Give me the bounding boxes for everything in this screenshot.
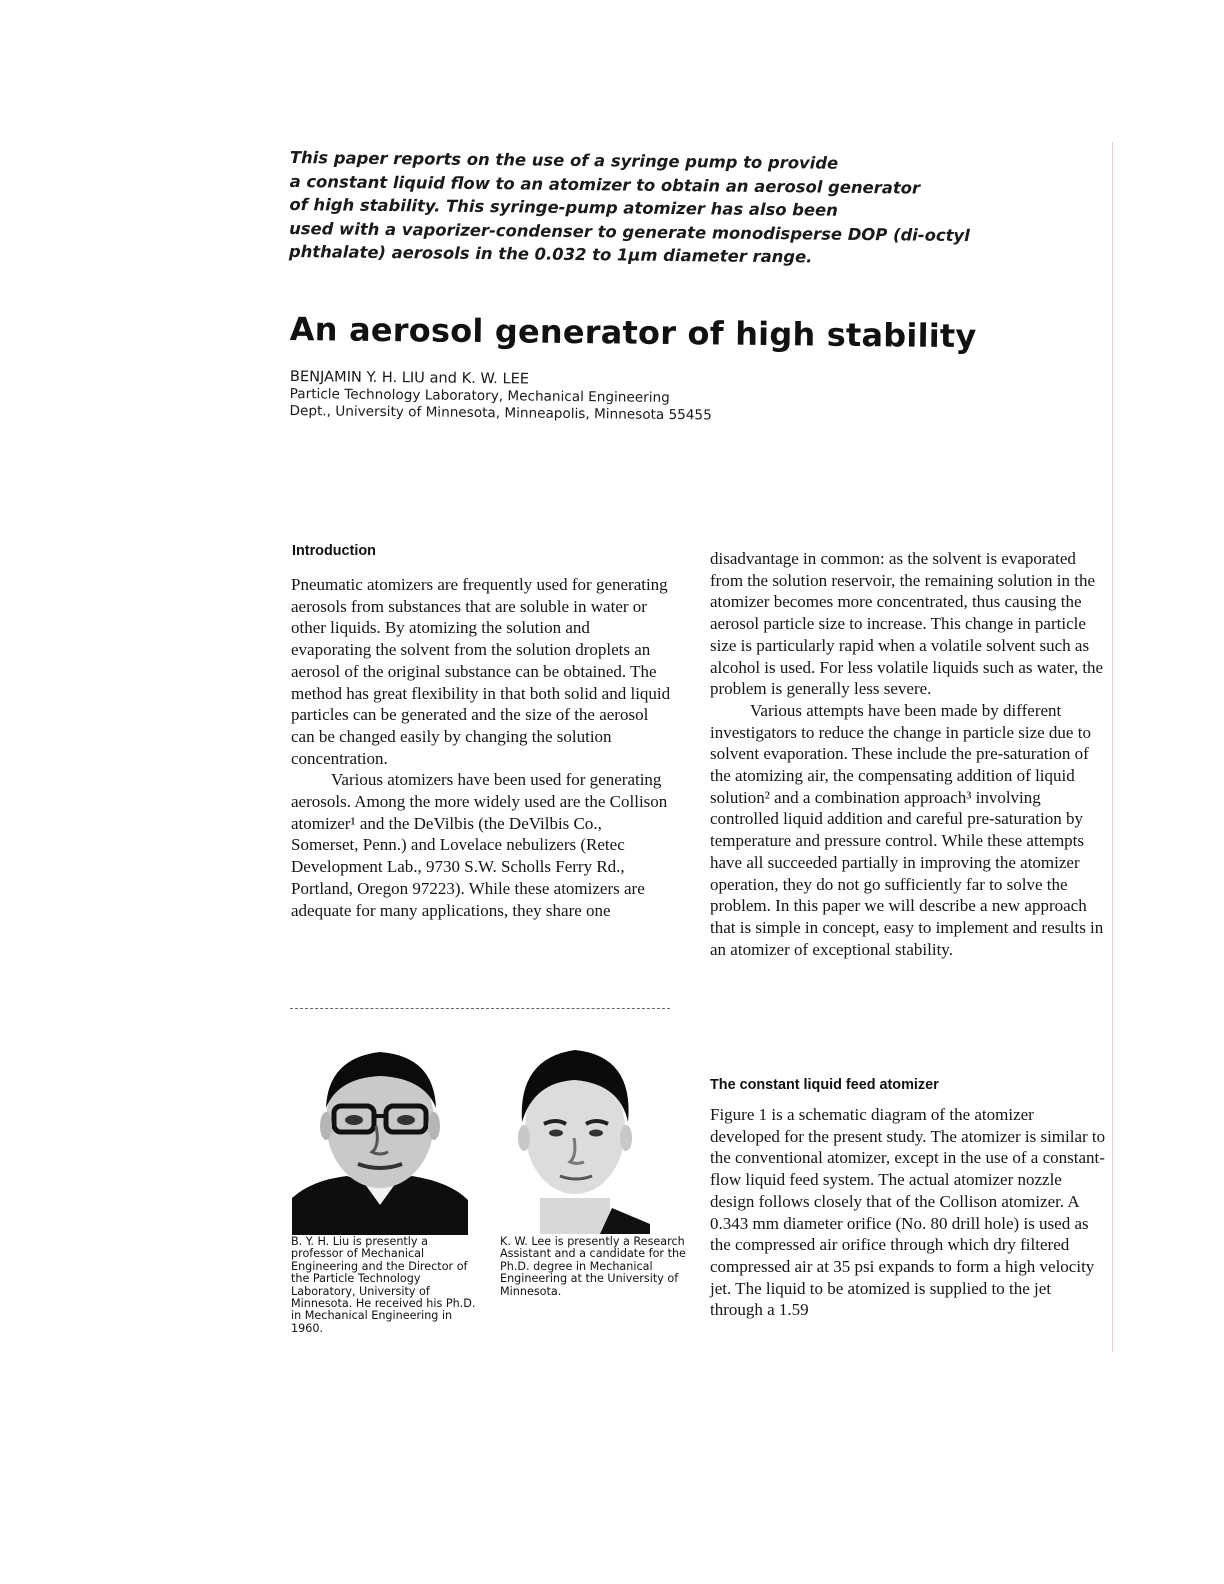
affiliation-line: Particle Technology Laboratory, Mechanical Engineering: [289, 385, 670, 406]
paragraph: disadvantage in common: as the solvent is evaporated from the solution reservoir, the remaining solution in the atomizer becomes more concentrated, thus causing the aerosol particle size to increase. This change in particle size is particularly rapid when a volatile solvent such as alcohol is used. For less volatile liquids such as water, the problem is generally less severe.: [710, 549, 1104, 699]
abstract-line: This paper reports on the use of a syringe pump to provide: [289, 147, 839, 173]
constant-feed-heading: The constant liquid feed atomizer: [710, 1077, 939, 1093]
introduction-column: [291, 574, 671, 921]
abstract-line: used with a vaporizer-condenser to generate monodisperse DOP (di-octyl: [289, 218, 970, 245]
affiliation-line: Dept., University of Minnesota, Minneapolis, Minnesota 55455: [289, 402, 712, 423]
section-divider: [290, 1008, 670, 1009]
page-margin-line: [1112, 142, 1113, 1352]
caption-lee: K. W. Lee is presently a Research Assistant and a candidate for the Ph.D. degree in Mechanical Engineering at the University of Minnesota.: [500, 1235, 686, 1298]
paragraph: Various attempts have been made by different investigators to reduce the change in particle size due to solvent evaporation. These include the pre-saturation of the atomizing air, the compensating addition of liquid solution² and a combination approach³ involving controlled liquid addition and careful pre-saturation by temperature and pressure control. While these attempts have all succeeded partially in improving the atomizer operation, they do not go sufficiently far to solve the problem. In this paper we will describe a new approach that is simple in concept, easy to implement and results in an atomizer of exceptional stability.: [710, 700, 1104, 959]
author-photo-liu: [292, 1030, 468, 1235]
article-title: An aerosol generator of high stability: [289, 310, 977, 356]
abstract-line: phthalate) aerosols in the 0.032 to 1μm diameter range.: [288, 242, 813, 267]
caption-liu: B. Y. H. Liu is presently a professor of Mechanical Engineering and the Director of the Particle Technology Laboratory, University of Minnesota. He received his Ph.D. in Mechanical Engineering in 1960.: [291, 1235, 476, 1335]
right-column: [710, 548, 1106, 960]
paragraph: Figure 1 is a schematic diagram of the atomizer developed for the present study. The atomizer is similar to the conventional atomizer, except in the use of a constant-flow liquid feed system. The actual atomizer nozzle design follows closely that of the Collison atomizer. A 0.343 mm diameter orifice (No. 80 drill hole) is used as the compressed air orifice through which dry filtered compressed air at 35 psi expands to form a high velocity jet. The liquid to be atomized is supplied to the jet through a 1.59: [710, 1105, 1106, 1320]
abstract: [288, 146, 970, 271]
abstract-line: of high stability. This syringe-pump atomizer has also been: [289, 195, 838, 220]
author-photo-lee: [500, 1038, 650, 1234]
author-names: BENJAMIN Y. H. LIU and K. W. LEE: [289, 368, 530, 388]
abstract-line: a constant liquid flow to an atomizer to obtain an aerosol generator: [289, 171, 921, 198]
introduction-heading: Introduction: [292, 543, 376, 559]
paragraph: Various atomizers have been used for generating aerosols. Among the more widely used are the Collison atomizer¹ and the DeVilbis (the DeVilbis Co., Somerset, Penn.) and Lovelace nebulizers (Retec Development Lab., 9730 S.W. Scholls Ferry Rd., Portland, Oregon 97223). While these atomizers are adequate for many applications, they share one: [291, 770, 668, 920]
paragraph: Pneumatic atomizers are frequently used for generating aerosols from substances that are soluble in water or other liquids. By atomizing the solution and evaporating the solvent from the solution droplets an aerosol of the original substance can be obtained. The method has great flexibility in that both solid and liquid particles can be generated and the size of the aerosol can be changed easily by changing the solution concentration.: [291, 575, 671, 768]
constant-feed-column: [710, 1104, 1106, 1321]
author-block: [289, 368, 810, 424]
